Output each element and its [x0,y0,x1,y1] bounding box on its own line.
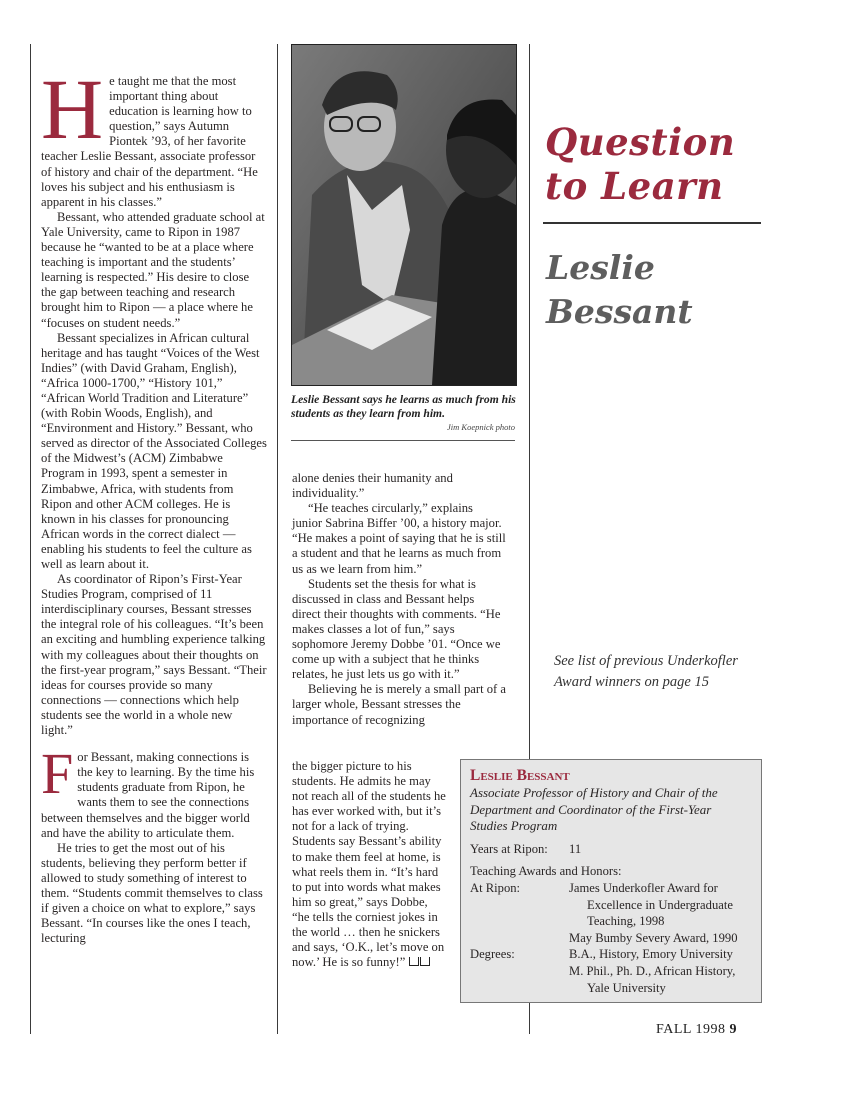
column-rule-middle [277,44,278,1034]
subject-last-name: Bessant [546,292,693,331]
paragraph-9: Students set the thesis for what is discussed in class and Bessant helps direct their thoughts with comments. “He makes classes a lot of fun,” says sophomore Jeremy Dobbe ’01. “Once we come up with a subject that he thinks relates, he just lets us go with it.” [292,576,501,682]
profile-box [460,759,762,1003]
degrees-label: Degrees: [470,947,515,962]
drop-cap-h: H [41,61,104,157]
paragraph-10: Believing he is merely a small part of a larger whole, Bessant stresses the importance of recognizing [292,682,506,727]
portrait-illustration [292,45,516,385]
years-value: 11 [569,841,582,856]
awards-row [470,880,761,946]
column-rule-right [529,44,530,759]
years-row [470,841,761,858]
headline [545,120,785,208]
page-footer [656,1022,737,1038]
paragraph-4: As coordinator of Ripon’s First-Year Studies Program, comprised of 11 interdisciplinary courses, Bessant stresses the integral role of his colleagues. “It’s been an exciting and humbling experience talking with my colleagues about their thoughts on the first-year program,” says Bessant. “Their ideas for courses provide so many connections — connections which help students see the world in a whole new light.” [41,572,267,738]
paragraph-5: For Bessant, making connections is the key to learning. By the time his students graduate from Ripon, he wants them to see the connections between themselves and the bigger world and have the ability to articulate them. [41,741,255,840]
photo-caption: Leslie Bessant says he learns as much from his students as they learn from him. [291,393,516,420]
paragraph-7: alone denies their humanity and individuality.” [292,471,453,501]
degree-item: M. Phil., Ph. D., African History, Yale University [569,963,736,995]
paragraph-6: He tries to get the most out of his students, believing they perform better if allowed to study something of interest to them. “Students commit themselves to class if given a choice on what to explore,” says Bessant. “In courses like the ones I teach, lecturing [41,840,263,946]
at-ripon-label: At Ripon: [470,880,521,895]
caption-rule [291,440,515,441]
paragraph-1: He taught me that the most important thing about education is learning how to question,” says Autumn Piontek ’93, of her favorite teacher Leslie Bessant, associate professor of history and chair of the department. “He loves his subject and his enthusiasm is apparent in his classes.” [41,61,258,209]
article-column-2-wrap [292,759,448,970]
article-column-2 [292,471,506,728]
end-mark-icon [409,957,419,966]
issue-label: FALL 1998 [656,1022,726,1037]
degree-item: B.A., History, Emory University [569,947,733,962]
column-rule-left [30,44,31,1034]
years-label: Years at Ripon: [470,841,548,856]
award-list-note: See list of previous Underkofler Award winners on page 15 [554,653,738,690]
drop-cap-f: F [41,741,74,807]
column-rule-right-lower [529,1003,530,1034]
paragraph-3: Bessant specializes in African cultural heritage and has taught “Voices of the West Indies” (with David Graham, English), “Africa 1000-1700,” “History 101,” “African World Tradition and Literature” (with Robin Woods, English), and “Environment and History.” Bessant, who served as director of the Associated Colleges of the Midwest’s (ACM) Zimbabwe Program in 1993, spent a semester in Zimbabwe, Africa, with students from Ripon and other ACM colleges. He is known in his classes for pronouncing African words in the correct dialect — enabling his students to feel the culture as well as learn about it. [41,330,267,571]
headline-rule [543,222,761,224]
profile-details [470,841,761,996]
end-mark-icon [420,957,430,966]
award-item: May Bumby Severy Award, 1990 [569,930,738,945]
award-item: James Underkofler Award for Excellence in Undergraduate Teaching, 1998 [569,880,733,929]
subject-first-name: Leslie [546,248,655,287]
headline-line-2: to Learn [545,164,724,208]
portrait-photo [291,44,517,386]
headline-line-1: Question [545,120,736,164]
page-number: 9 [729,1022,737,1037]
profile-title: Associate Professor of History and Chair of the Department and Coordinator of the First-Year Studies Program [470,785,718,834]
awards-heading: Teaching Awards and Honors: [470,864,622,879]
article-column-1 [41,61,267,946]
degrees-row [470,946,761,996]
subject-name [546,246,786,334]
paragraph-2: Bessant, who attended graduate school at Yale University, came to Ripon in 1987 because he “wanted to be at a place where teaching is important and the students’ learning is respected.” His desire to close the gap between teaching and research brought him to Ripon — a place where he “focuses on student needs.” [41,209,265,330]
paragraph-8: “He teaches circularly,” explains junior Sabrina Biffer ’00, a history major. “He makes a point of saying that he is still a student and that he learns as much from us as we learn from him.” [292,501,506,576]
paragraph-10-cont: the bigger picture to his students. He admits he may not reach all of the students he has ever worked with, but it’s not for a lack of trying. Students say Bessant’s ability to make them feel at home, is what reels them in. “It’s hard to put into words what makes him so great,” says Dobbe, “he tells the corniest jokes in the world … then he snickers and says, ‘O.K., let’s move on now.’ He is so funny!” [292,759,446,970]
profile-name: Leslie Bessant [470,767,570,784]
photo-credit: Jim Koepnick photo [447,422,515,432]
